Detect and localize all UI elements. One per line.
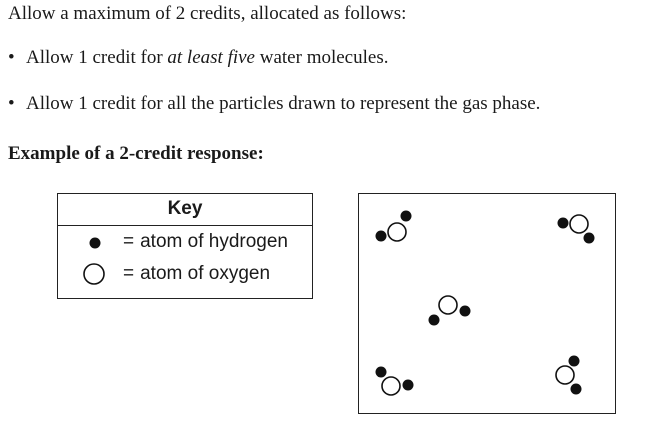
water-molecule xyxy=(376,367,414,396)
criterion-1-emphasis: at least five xyxy=(167,47,255,68)
key-box xyxy=(57,193,313,299)
key-label-oxygen: atom of oxygen xyxy=(140,263,271,284)
water-molecules-drawing xyxy=(359,194,617,415)
water-molecule xyxy=(429,296,471,326)
key-equals: = xyxy=(123,231,135,252)
bullet: • xyxy=(8,47,15,68)
criterion-1-text-before: Allow 1 credit for xyxy=(26,47,168,68)
key-equals: = xyxy=(123,263,135,284)
water-molecule xyxy=(556,356,582,395)
hydrogen-atom-icon xyxy=(84,232,106,254)
key-title: Key xyxy=(58,194,312,226)
gas-phase-diagram xyxy=(358,193,616,414)
criterion-2-text: Allow 1 credit for all the particles drawn to represent the gas phase. xyxy=(26,93,541,114)
bullet: • xyxy=(8,93,15,114)
water-molecule xyxy=(558,215,595,244)
intro-text: Allow a maximum of 2 credits, allocated as follows: xyxy=(8,3,407,24)
oxygen-atom-icon xyxy=(82,262,106,286)
criterion-1-text-after: water molecules. xyxy=(255,47,389,68)
water-molecule xyxy=(376,211,412,242)
criterion-1 xyxy=(8,47,388,69)
key-label-hydrogen: atom of hydrogen xyxy=(140,231,288,252)
example-heading: Example of a 2-credit response: xyxy=(8,143,264,164)
criterion-2 xyxy=(8,93,540,115)
